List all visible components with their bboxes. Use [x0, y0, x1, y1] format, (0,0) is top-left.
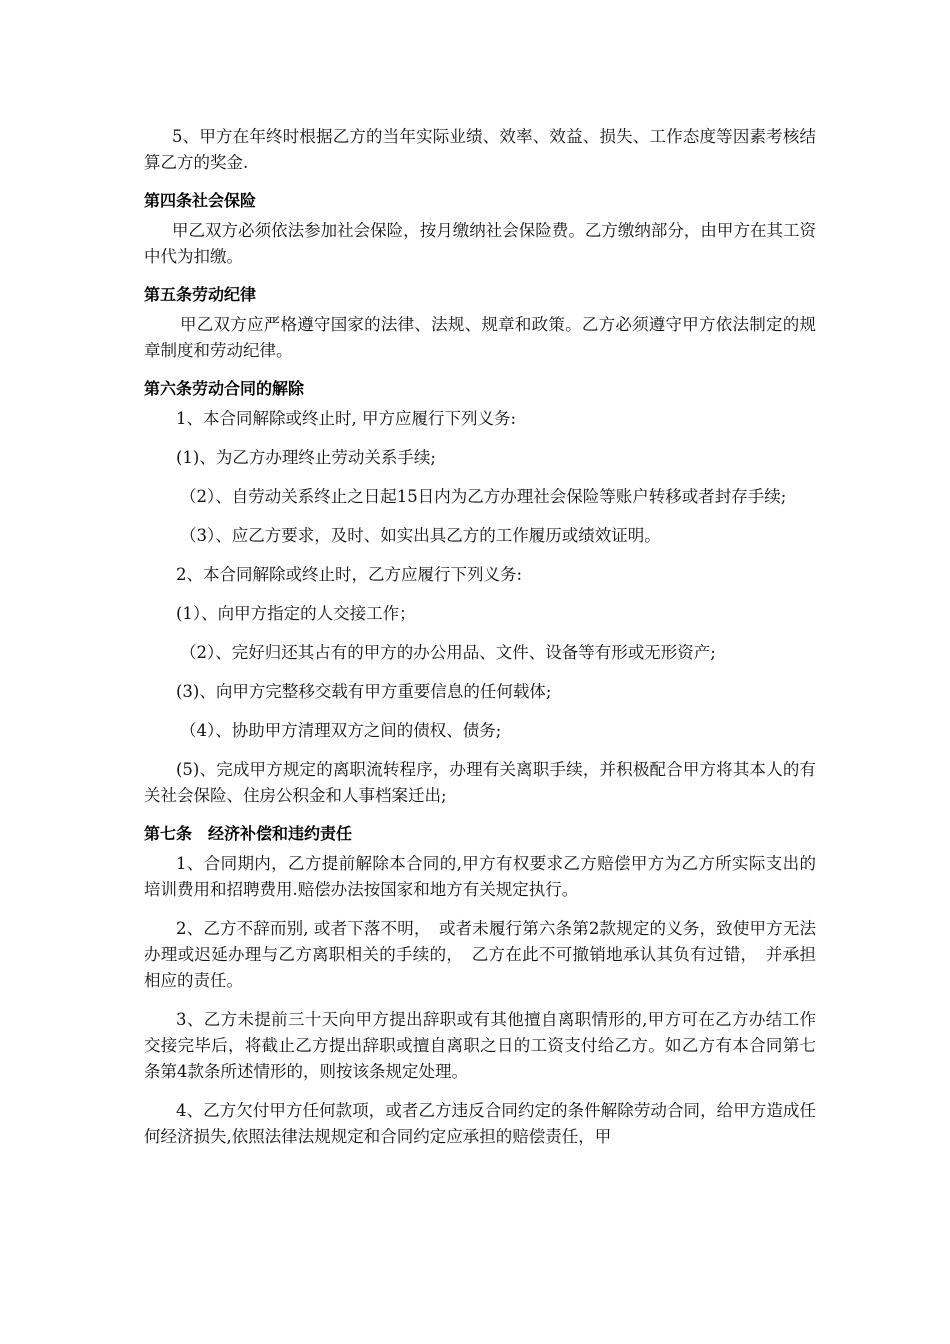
- article-6-clause-2-item-3: (3)、向甲方完整移交载有甲方重要信息的任何载体;: [176, 682, 552, 701]
- article-6-clause-1-item-2: （2）、自劳动关系终止之日起15日内为乙方办理社会保险等账户转移或者封存手续;: [180, 487, 787, 506]
- article-6-clause-2-item-4: （4）、协助甲方清理双方之间的债权、债务;: [180, 721, 502, 740]
- article-6-heading: 第六条劳动合同的解除: [144, 379, 305, 398]
- article-6-clause-2-item-2: （2）、完好归还其占有的甲方的办公用品、文件、设备等有形或无形资产;: [180, 643, 716, 662]
- article-7-clause-2: 2、乙方不辞而别, 或者下落不明， 或者未履行第六条第2款规定的义务，致使甲方无法办理或迟延办理与乙方离职相关的手续的， 乙方在此不可撤销地承认其负有过错， 并承担相应的责任。: [144, 919, 816, 990]
- article-7-heading: 第七条 经济补偿和违约责任: [144, 824, 353, 843]
- document-body: [144, 124, 816, 1163]
- article-7-clause-3: 3、乙方未提前三十天向甲方提出辞职或有其他擅自离职情形的,甲方可在乙方办结工作交接完毕后，将截止乙方提出辞职或擅自离职之日的工资支付给乙方。如乙方有本合同第七条第4款条所述情形的，则按该条规定处理。: [144, 1010, 816, 1081]
- article-6-clause-2: 2、本合同解除或终止时，乙方应履行下列义务:: [176, 565, 523, 584]
- article-7-clause-1: 1、合同期内，乙方提前解除本合同的,甲方有权要求乙方赔偿甲方为乙方所实际支出的培训费用和招聘费用.赔偿办法按国家和地方有关规定执行。: [144, 854, 816, 899]
- article-4-heading: 第四条社会保险: [144, 191, 257, 210]
- article-5-paragraph: 甲乙双方应严格遵守国家的法律、法规、规章和政策。乙方必须遵守甲方依法制定的规章制度和劳动纪律。: [144, 315, 816, 360]
- article-6-clause-1-item-3: （3）、应乙方要求，及时、如实出具乙方的工作履历或绩效证明。: [180, 526, 661, 545]
- article-4-paragraph: 甲乙双方必须依法参加社会保险，按月缴纳社会保险费。乙方缴纳部分，由甲方在其工资中代为扣缴。: [144, 221, 816, 266]
- article-6-clause-2-item-5: (5)、完成甲方规定的离职流转程序，办理有关离职手续，并积极配合甲方将其本人的有关社会保险、住房公积金和人事档案迁出;: [144, 760, 816, 805]
- paragraph-bonus: 5、甲方在年终时根据乙方的当年实际业绩、效率、效益、损失、工作态度等因素考核结算乙方的奖金.: [144, 127, 816, 172]
- article-5-heading: 第五条劳动纪律: [144, 285, 257, 304]
- article-6-clause-1-item-1: (1)、为乙方办理终止劳动关系手续;: [176, 448, 436, 467]
- article-6-clause-2-item-1: (1）、向甲方指定的人交接工作；: [176, 604, 416, 623]
- article-6-clause-1: 1、本合同解除或终止时, 甲方应履行下列义务:: [176, 409, 517, 428]
- article-7-clause-4: 4、乙方欠付甲方任何款项，或者乙方违反合同约定的条件解除劳动合同，给甲方造成任何经济损失,依照法律法规规定和合同约定应承担的赔偿责任，甲: [144, 1101, 816, 1146]
